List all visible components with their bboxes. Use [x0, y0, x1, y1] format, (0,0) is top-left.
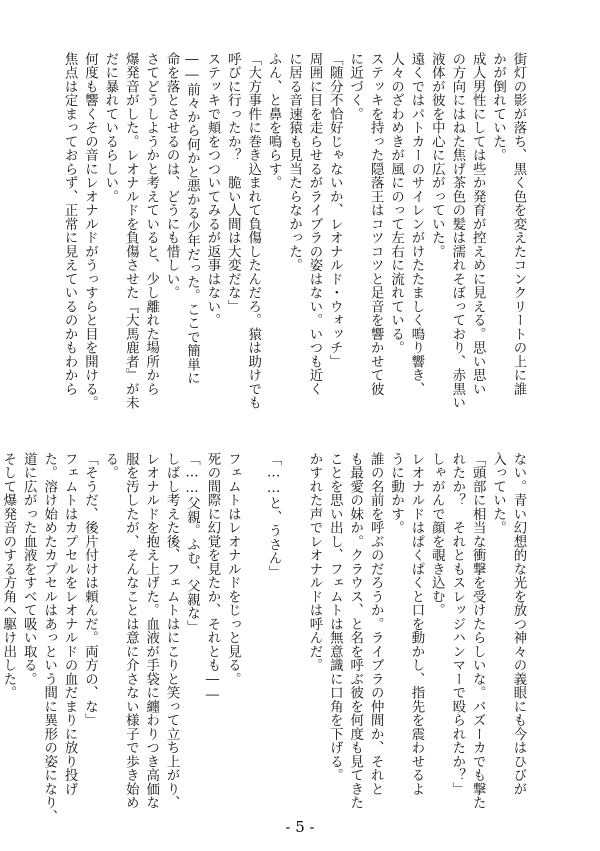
text-line: 「大方事件に巻き込まれて負傷したんだろ。猿は助けでも	[245, 52, 261, 410]
text-block-lower	[0, 452, 528, 824]
text-line: 遠くではパトカーのサイレンがけたたましく鳴り響き、	[408, 52, 424, 396]
text-line: 何度も響くその音にレオナルドがうっすらと目を開ける。	[82, 52, 98, 410]
text-line: だに暴れているらしい。	[102, 52, 118, 204]
text-line: レオナルドを抱え上げた。血液が手袋に纏わりつき高価な	[143, 452, 159, 810]
text-line: 「頭部に相当な衝撃を受けたらしいな。バズーカでも撃た	[470, 452, 486, 810]
text-line: る。	[102, 452, 118, 480]
text-line: かすれた声でレオナルドは呼んだ。	[306, 452, 322, 672]
text-line: 命を落とさせるのは、どうにも惜しい。	[164, 52, 180, 300]
text-line: 人々のざわめきが風にのって左右に流れている。	[388, 52, 404, 355]
text-line: 誰の名前を呼ぶのだろうか。ライブラの仲間か、それと	[368, 452, 384, 796]
text-line: しばし考えた後、フェムトはにこりと笑って立ち上がり、	[164, 452, 180, 810]
text-line: フェムトはレオナルドをじっと見る。	[225, 452, 241, 686]
text-line: ――前々から何かと悪かる少年だった。ここで簡単に	[184, 52, 200, 386]
text-line: ステッキで頬をつついてみるが返事はない。	[204, 52, 220, 327]
text-line	[283, 452, 303, 798]
text-line: うに動かす。	[388, 452, 404, 535]
text-line: に居る音速猿も見当たらなかった。	[286, 52, 302, 272]
text-line	[242, 452, 262, 798]
text-line: 「……と、うさん」	[266, 452, 282, 579]
text-line: も最愛の妹か。クラウス、と名を呼ぶ彼を何度も見てきた	[347, 452, 363, 810]
text-line: 呼びに行ったか？ 脆い人間は大変だな」	[225, 52, 241, 314]
text-line: 「随分不恰好じゃないか、レオナルド・ウォッチ」	[327, 52, 343, 369]
text-line: しゃがんで顔を覗き込む。	[429, 452, 445, 617]
text-line: 街灯の影が落ち、黒く色を変えたコンクリートの上に誰	[511, 52, 526, 396]
text-line: 道に広がった血液をすべて吸い取る。	[21, 452, 37, 686]
text-line: に近づく。	[347, 52, 363, 121]
text-line: 液体が彼を中心に広がっていた。	[429, 52, 445, 259]
text-block-upper	[48, 52, 528, 410]
text-line: 爆発音がした。レオナルドを負傷させた『大馬鹿者』が未	[123, 52, 139, 410]
text-line: 周囲に目を走らせるがライブラの姿はない。いつも近く	[306, 52, 322, 396]
text-line: 「そうだ、後片付けは頼んだ。両方の、な」	[82, 452, 98, 727]
text-line: の方向にはねた焦げ茶色の髪は濡れそぼっており、赤黒い	[449, 52, 465, 410]
text-line: 成人男性にしては些か発育が控えめに見える。思い思い	[470, 52, 486, 396]
text-line: フェムトはカプセルをレオナルドの血だまりに放り投げ	[62, 452, 78, 796]
text-line: ふん、と鼻を鳴らす。	[266, 52, 282, 190]
text-line: 焦点は定まっておらず、正常に見えているのかもわから	[62, 52, 78, 396]
text-line: レオナルドはぱくぱくと口を動かし、指先を震わせるよ	[408, 452, 424, 796]
text-line: ステッキを持った隠落王はコツコツと足音を響かせて彼	[368, 52, 384, 396]
page-number: - 5 -	[285, 818, 315, 836]
text-line: ことを思い出し、フェムトは無意識に口角を下げる。	[327, 452, 343, 782]
text-line: 「……父親。ふむ、父親な」	[184, 452, 200, 634]
text-line: かが倒れていた。	[490, 52, 506, 162]
text-line: 死の間際に幻覚を見たか、それとも――	[204, 452, 220, 703]
text-line: れたか？ それともスレッジハンマーで殴られたか？」	[449, 452, 465, 796]
text-line: そして爆発音のする方角へ駆け出した。	[0, 452, 16, 700]
text-line: 服を汚したが、そんなことは意に介さない様子で歩き始め	[123, 452, 139, 810]
text-line: た。溶け始めたカプセルはあっという間に異形の姿になり、	[41, 452, 57, 824]
text-line: 入っていた。	[490, 452, 506, 535]
text-line: ない。青い幻想的な光を放つ神々の義眼にも今はひびが	[511, 452, 526, 796]
text-line: さてどうしようかと考えていると、少し離れた場所から	[143, 52, 159, 396]
